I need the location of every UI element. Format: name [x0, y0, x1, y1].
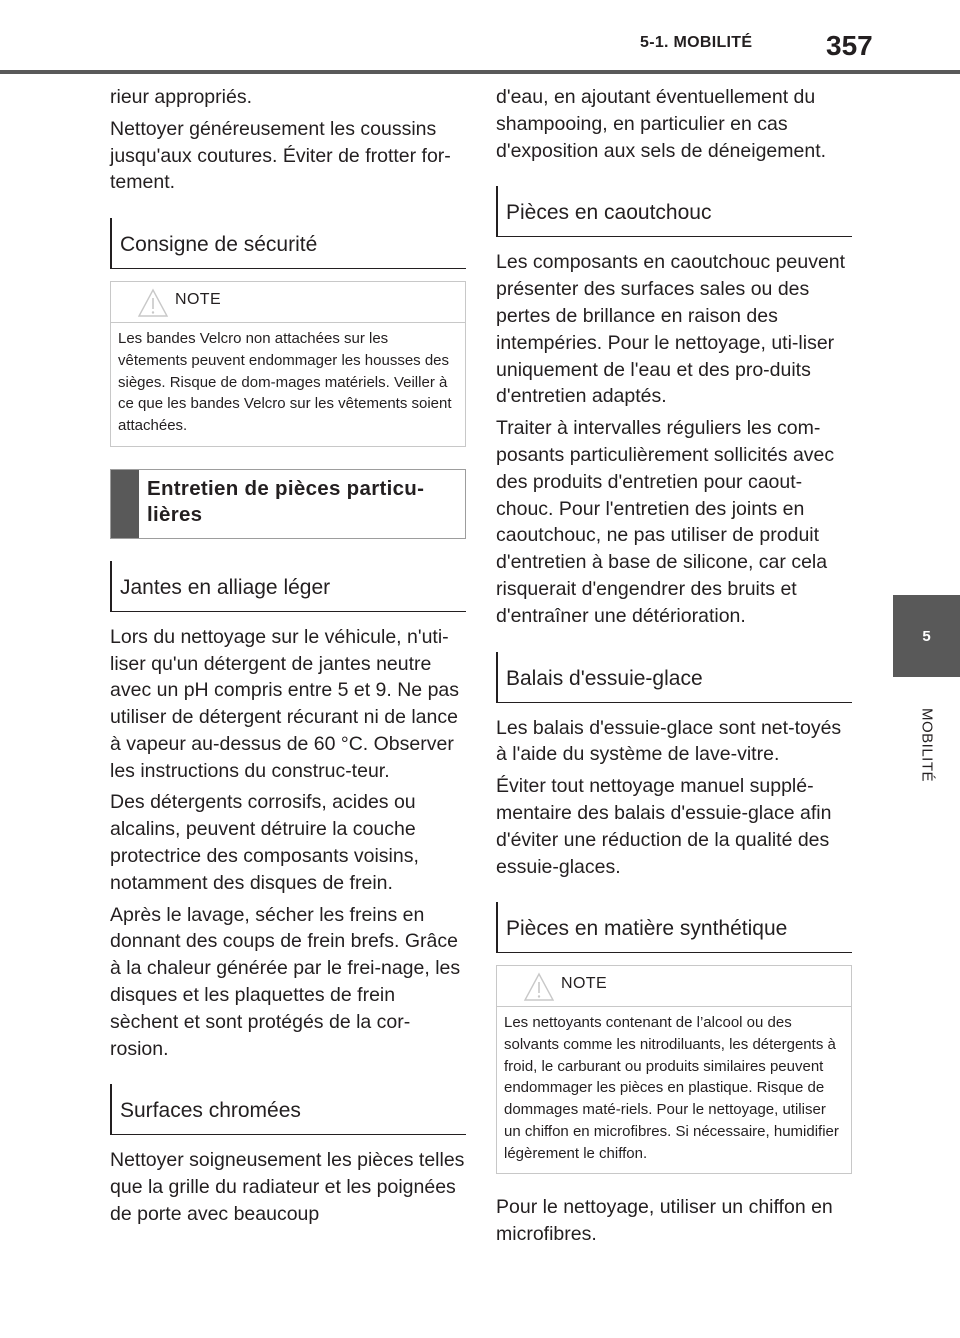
- paragraph: rieur appropriés.: [110, 86, 252, 108]
- paragraph: Nettoyer soigneusement les pièces telles que la grille du radiateur et les poignées de porte avec beaucoup: [110, 1149, 465, 1226]
- right-column: [496, 84, 852, 1253]
- page-number: 357: [826, 30, 873, 61]
- heading-consigne-securite: Consigne de sécurité: [110, 218, 466, 269]
- paragraph: Après le lavage, sécher les freins en donnant des coups de frein brefs. Grâce à la chaleur générée par le frei-nage, les disques et les plaquettes de frein sèchent et sont protégés de la cor-rosion.: [110, 903, 461, 1060]
- paragraph: Les balais d'essuie-glace sont net-toyés à l'aide du système de lave-vitre.: [496, 716, 842, 766]
- paragraph: Des détergents corrosifs, acides ou alcalins, peuvent détruire la couche protectrice des composants voisins, notamment des disques de frein.: [110, 791, 419, 894]
- heading-synthetique: Pièces en matière synthétique: [496, 902, 852, 953]
- note-header: [497, 966, 851, 1007]
- warning-triangle-icon: [523, 972, 555, 1002]
- chapter-label: [893, 690, 960, 800]
- heading-entretien: [110, 469, 466, 539]
- note-text: Les bandes Velcro non attachées sur les vêtements peuvent endommager les housses des sièges. Risque de dom-mages matériels. Veiller à ce que les bandes Velcro sur les vêtements soient attachées.: [118, 330, 452, 434]
- paragraph: Traiter à intervalles réguliers les com-posants particulièrement sollicités avec des produits d'entretien pour caout-chouc. Pour l'entretien des joints en caoutchouc, ne pas utiliser de produit d'entretien à base de silicone, car cela risquerait d'engendrer des bruits et d'entraîner une détérioration.: [496, 417, 835, 627]
- chapter-number: 5: [922, 627, 931, 645]
- note-header: [111, 282, 465, 323]
- section-title: 5-1. MOBILITÉ: [640, 34, 753, 51]
- header-rule: [0, 70, 960, 74]
- note-title: NOTE: [561, 975, 608, 993]
- heading-caoutchouc: Pièces en caoutchouc: [496, 186, 852, 237]
- heading-bar: [111, 470, 139, 538]
- heading-surfaces-chromees: Surfaces chromées: [110, 1084, 466, 1135]
- note-box: [110, 281, 466, 447]
- heading-jantes: Jantes en alliage léger: [110, 561, 466, 612]
- chapter-tab[interactable]: [893, 595, 960, 677]
- warning-triangle-icon: [137, 288, 169, 318]
- paragraph: Les composants en caoutchouc peuvent présenter des surfaces sales ou des pertes de brillance en raison des intempéries. Pour le nettoyage, uti-liser uniquement de l'eau et des pro-duits d'entretien adaptés.: [496, 251, 846, 408]
- heading-entretien-text: Entretien de pièces particu-lières: [147, 476, 425, 526]
- note-text: Les nettoyants contenant de l’alcool ou des solvants comme les nitrodiluants, les détergents à froid, le carburant ou produits similaires peuvent endommager les pièces en plastique. Risque de dommages maté-riels. Pour le nettoyage, utiliser un chiffon en microfibres. Si nécessaire, humidifier légèrement le chiffon.: [504, 1014, 839, 1162]
- paragraph: Lors du nettoyage sur le véhicule, n'uti-liser qu'un détergent de jantes neutre avec un pH compris entre 5 et 9. Ne pas utiliser de détergent récurant ni de lance à vapeur au-dessus de 60 °C. Observer les instructions du construc-teur.: [110, 625, 460, 782]
- paragraph: Éviter tout nettoyage manuel supplé-mentaire des balais d'essuie-glace afin d'éviter une réduction de la qualité des essuie-glaces.: [496, 775, 832, 878]
- paragraph: Nettoyer généreusement les coussins jusqu'aux coutures. Éviter de frotter for-tement.: [110, 117, 451, 194]
- note-box: [496, 965, 852, 1174]
- note-title: NOTE: [175, 291, 222, 309]
- page-header: [0, 0, 960, 80]
- chapter-label-text: MOBILITÉ: [918, 707, 935, 783]
- paragraph: d'eau, en ajoutant éventuellement du shampooing, en particulier en cas d'exposition aux sels de déneigement.: [496, 86, 827, 162]
- paragraph: Pour le nettoyage, utiliser un chiffon en microfibres.: [496, 1196, 833, 1246]
- left-column: [110, 84, 466, 1233]
- heading-balais: Balais d'essuie-glace: [496, 652, 852, 703]
